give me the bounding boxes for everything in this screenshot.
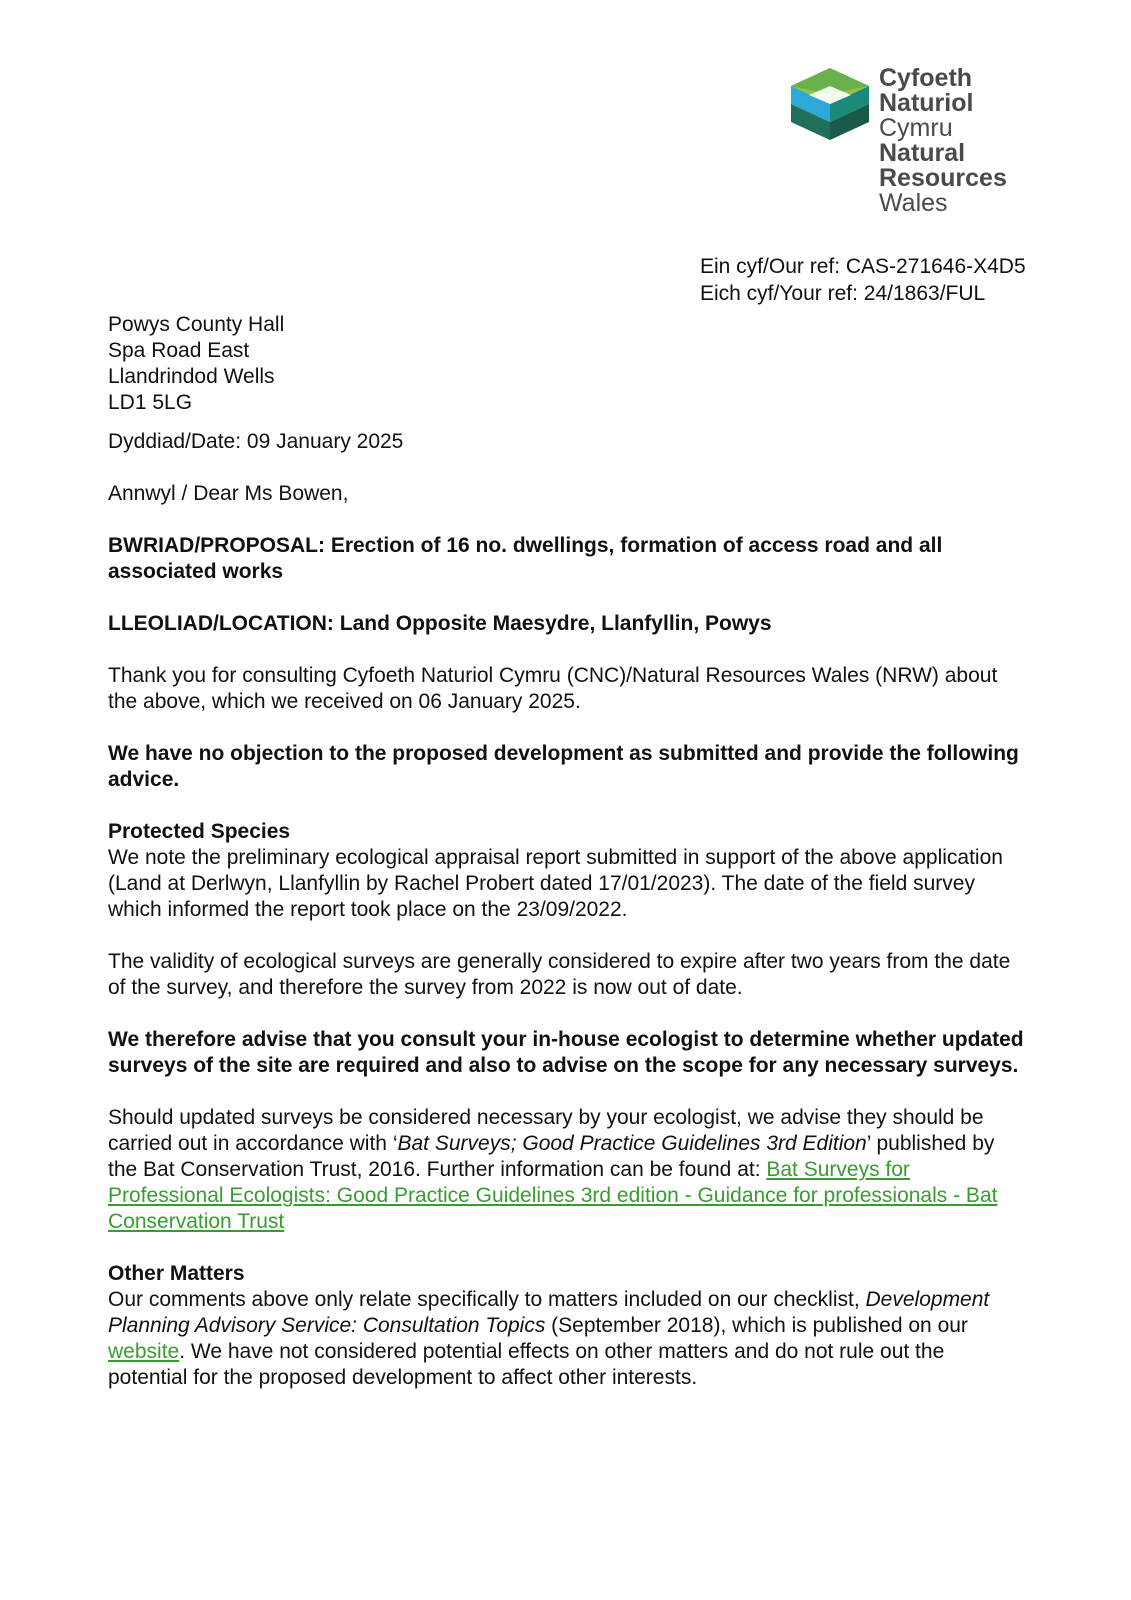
text-span: . We have not considered potential effects on other matters and do not rule out the potential for the proposed development to affect other interests.: [108, 1340, 945, 1389]
salutation: Annwyl / Dear Ms Bowen,: [108, 482, 349, 505]
guidance-title: Bat Surveys; Good Practice Guidelines 3rd Edition: [397, 1132, 867, 1155]
ecologist-advice: We therefore advise that you consult your in-house ecologist to determine whether updated surveys of the site are required and also to advise on the scope for any necessary surveys.: [108, 1028, 1024, 1077]
logo-line: Resources: [879, 164, 1007, 192]
location: LLEOLIAD/LOCATION: Land Opposite Maesydre, Llanfyllin, Powys: [108, 612, 772, 635]
text-span: (September 2018), which is published on our: [545, 1314, 968, 1337]
survey-validity-paragraph: The validity of ecological surveys are generally considered to expire after two years from the date of the survey, and therefore the survey from 2022 is now out of date.: [108, 950, 1011, 999]
reference-block: [700, 253, 1026, 307]
no-objection-statement: We have no objection to the proposed development as submitted and provide the following advice.: [108, 742, 1019, 791]
text-span: ’ published by the Bat Conservation Trust, 2016. Further information can be found at:: [108, 1132, 995, 1181]
nrw-logo: [791, 66, 1031, 216]
logo-line: Cyfoeth: [879, 64, 973, 92]
checklist-title: Development Planning Advisory Service: Consultation Topics: [108, 1288, 990, 1337]
address-line: Llandrindod Wells: [108, 365, 275, 388]
protected-species-paragraph: We note the preliminary ecological appraisal report submitted in support of the above application (Land at Derlwyn, Llanfyllin by Rachel Probert dated 17/01/2023). The date of the field survey which informed the report took place on the 23/09/2022.: [108, 846, 1003, 921]
logo-wordmark: [879, 66, 1007, 216]
intro-paragraph: Thank you for consulting Cyfoeth Naturiol Cymru (CNC)/Natural Resources Wales (NRW) about the above, which we received on 06 January 2025.: [108, 664, 998, 713]
website-link[interactable]: website: [108, 1340, 180, 1363]
logo-line: Naturiol: [879, 89, 974, 117]
recipient-address: [108, 312, 1028, 416]
logo-line: Wales: [879, 189, 948, 217]
bat-survey-paragraph: [108, 1105, 1028, 1235]
our-ref: Ein cyf/Our ref: CAS-271646-X4D5: [700, 255, 1026, 278]
protected-species-heading: Protected Species: [108, 820, 291, 843]
nrw-hexagon-icon: [791, 68, 869, 140]
letter-date: Dyddiad/Date: 09 January 2025: [108, 430, 404, 453]
logo-line: Natural: [879, 139, 966, 167]
address-line: Spa Road East: [108, 339, 250, 362]
your-ref: Eich cyf/Your ref: 24/1863/FUL: [700, 282, 986, 305]
bat-conservation-link[interactable]: Bat Surveys for Professional Ecologists: Good Practice Guidelines 3rd edition - Guidance for professionals - Bat Conservation Trust: [108, 1158, 998, 1233]
other-matters-heading: Other Matters: [108, 1262, 245, 1285]
address-line: LD1 5LG: [108, 391, 193, 414]
address-line: Powys County Hall: [108, 313, 285, 336]
letter-body: [108, 312, 1028, 1391]
text-span: Our comments above only relate specifically to matters included on our checklist,: [108, 1288, 866, 1311]
proposal: BWRIAD/PROPOSAL: Erection of 16 no. dwellings, formation of access road and all associated works: [108, 534, 943, 583]
text-span: Should updated surveys be considered necessary by your ecologist, we advise they should be carried out in accordance with ‘: [108, 1106, 984, 1155]
logo-line: Cymru: [879, 114, 953, 142]
other-matters-paragraph: [108, 1287, 1028, 1391]
